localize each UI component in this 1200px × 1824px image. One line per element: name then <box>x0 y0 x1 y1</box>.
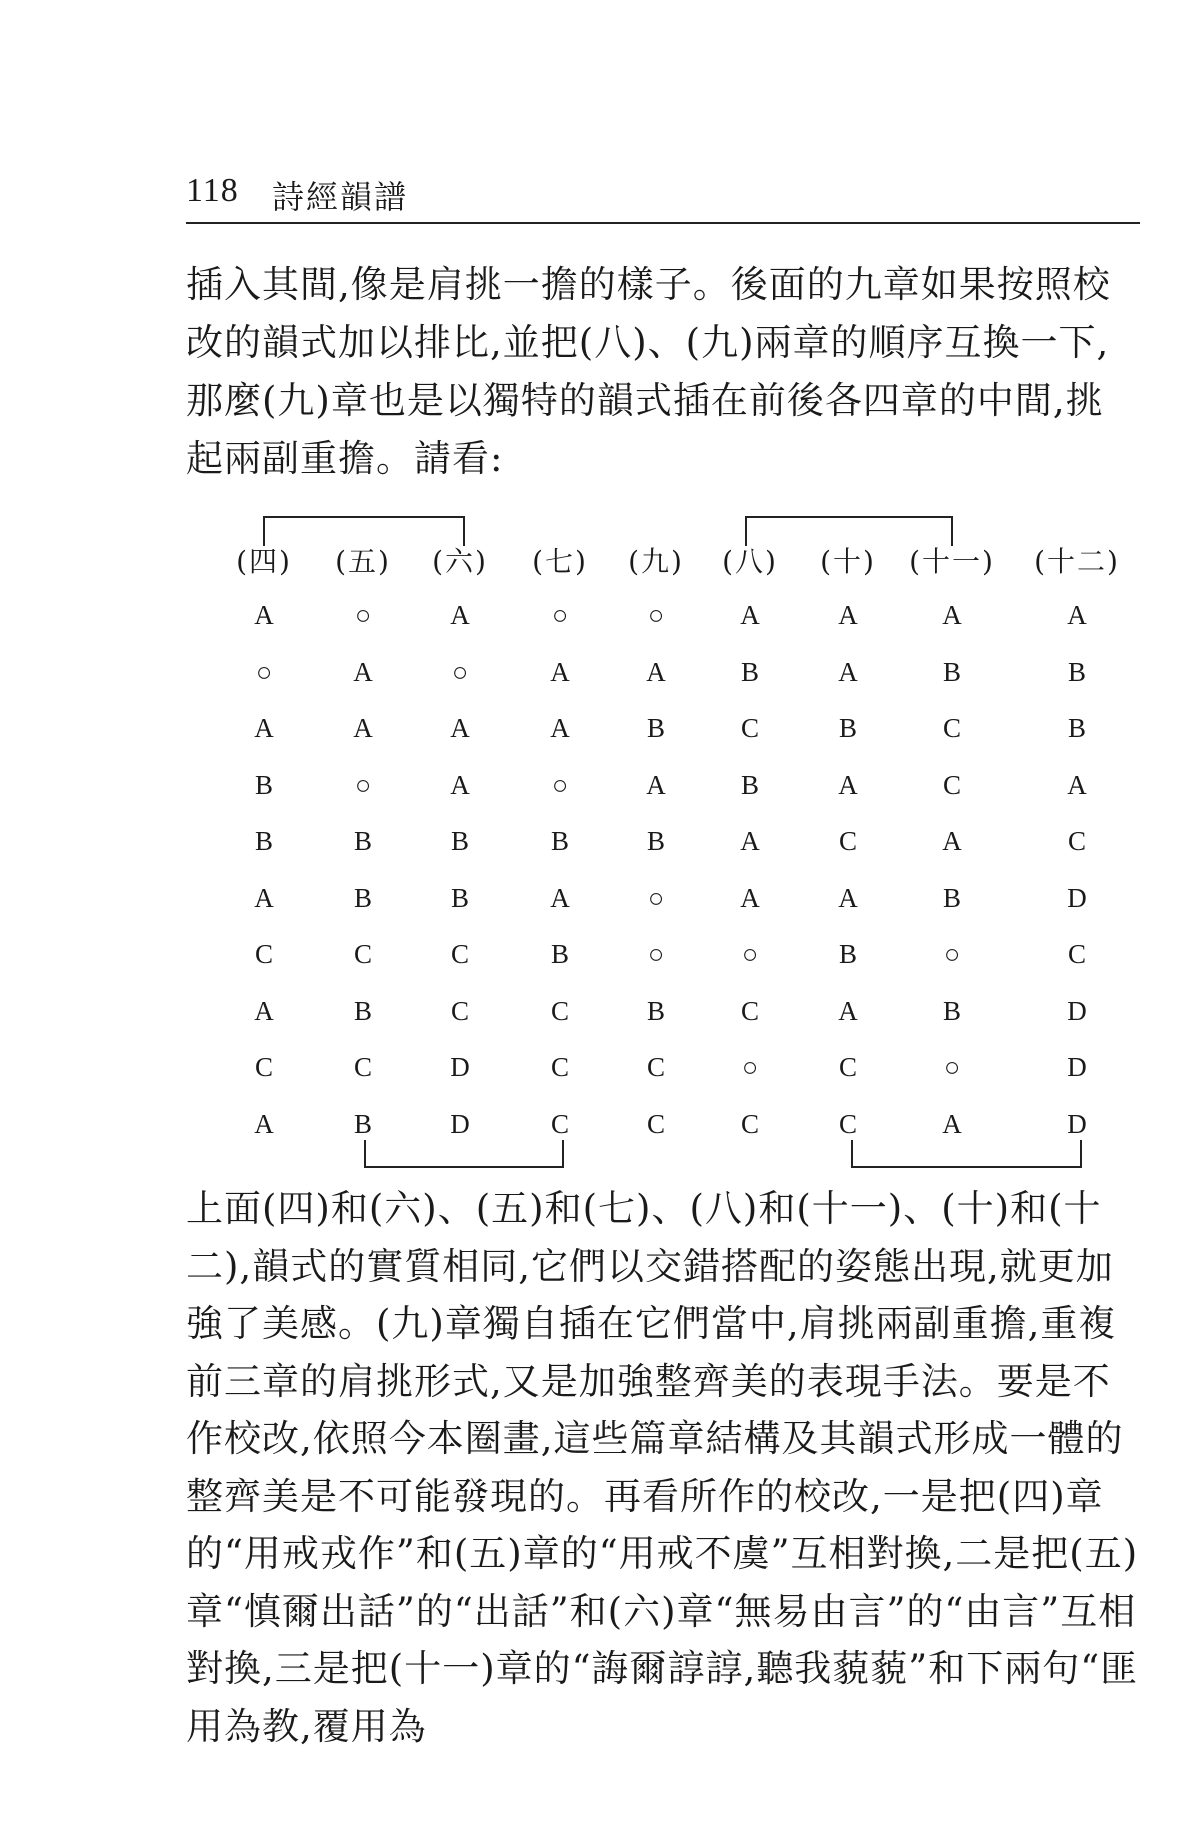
rhyme-cell: B <box>254 826 273 856</box>
rhyme-cell: C <box>550 1108 569 1139</box>
rhyme-cell: B <box>353 1108 372 1139</box>
rhyme-cell: A <box>838 769 858 800</box>
rhyme-cell: A <box>740 882 760 913</box>
rhyme-cell: ○ <box>647 882 665 913</box>
rhyme-cell: A <box>838 995 858 1026</box>
rhyme-cell: A <box>450 600 470 630</box>
rhyme-cell: A <box>1067 600 1087 630</box>
rhyme-cell: ○ <box>551 600 569 630</box>
bracket-bottom-10-12 <box>851 1140 1082 1168</box>
rhyme-cell: A <box>942 600 962 630</box>
rhyme-cell: A <box>740 600 760 630</box>
rhyme-cell: B <box>1067 656 1086 687</box>
rhyme-cell: ○ <box>943 1052 961 1082</box>
column-header: (十) <box>820 545 876 578</box>
rhyme-cell: A <box>838 882 858 913</box>
rhyme-cell: B <box>1067 713 1086 743</box>
rhyme-cell: B <box>646 826 665 856</box>
rhyme-cell: B <box>550 939 569 969</box>
rhyme-cell: A <box>450 769 470 800</box>
rhyme-cell: B <box>838 939 857 969</box>
rhyme-cell: C <box>838 1052 857 1082</box>
page-number: 118 <box>186 172 239 209</box>
rhyme-cell: C <box>1067 939 1086 969</box>
rhyme-cell: ○ <box>451 656 469 687</box>
rhyme-cell: A <box>450 713 470 743</box>
paragraph-analysis: 上面(四)和(六)、(五)和(七)、(八)和(十一)、(十)和(十二),韻式的實質相同,它們以交錯搭配的姿態出現,就更加強了美感。(九)章獨自插在它們當中,肩挑兩副重擔,重複前三章的肩挑形式,又是加強整齊美的表現手法。要是不作校改,依照今本圈畫,這些篇章結構及其韻式形成一體的整齊美是不可能發現的。再看所作的校改,一是把(四)章的“用戒戎作”和(五)章的“用戒不虞”互相對換,二是把(五)章“慎爾出話”的“出話”和(六)章“無易由言”的“由言”互相對換,三是把(十一)章的“誨爾諄諄,聽我藐藐”和下兩句“匪用為教,覆用為 <box>186 1187 1139 1748</box>
column-header: (九) <box>628 545 684 578</box>
rhyme-cell: D <box>450 1108 470 1139</box>
rhyme-cell: ○ <box>354 600 372 630</box>
rhyme-cell: A <box>550 713 570 743</box>
column-header: (四) <box>236 545 292 578</box>
rhyme-cell: ○ <box>647 939 665 969</box>
rhyme-cell: B <box>740 769 759 800</box>
rhyme-cell: B <box>353 995 372 1026</box>
rhyme-cell: C <box>646 1108 665 1139</box>
rhyme-cell: C <box>740 713 759 743</box>
rhyme-cell: B <box>450 826 469 856</box>
rhyme-cell: ○ <box>741 939 759 969</box>
rhyme-cell: A <box>646 769 666 800</box>
column-header: (五) <box>335 545 391 578</box>
bracket-top-4-6 <box>263 516 465 546</box>
rhyme-cell: B <box>450 882 469 913</box>
rhyme-cell: ○ <box>741 1052 759 1082</box>
rhyme-cell: A <box>254 600 274 630</box>
rhyme-cell: B <box>838 713 857 743</box>
rhyme-cell: A <box>942 1108 962 1139</box>
rhyme-cell: A <box>254 882 274 913</box>
rhyme-cell: A <box>254 1108 274 1139</box>
bracket-bottom-5-7 <box>364 1140 564 1168</box>
rhyme-cell: A <box>838 656 858 687</box>
rhyme-cell: B <box>942 882 961 913</box>
book-title: 詩經韻譜 <box>272 178 409 216</box>
rhyme-cell: B <box>942 656 961 687</box>
rhyme-cell: A <box>254 995 274 1026</box>
rhyme-cell: A <box>550 882 570 913</box>
column-header: (六) <box>432 545 488 578</box>
column-header: (十一) <box>909 545 995 578</box>
rhyme-cell: A <box>646 656 666 687</box>
rhyme-cell: A <box>353 656 373 687</box>
rhyme-cell: C <box>838 1108 857 1139</box>
rhyme-cell: ○ <box>255 656 273 687</box>
rhyme-cell: B <box>254 769 273 800</box>
rhyme-cell: C <box>450 995 469 1026</box>
rhyme-cell: D <box>1067 995 1087 1026</box>
rhyme-cell: B <box>740 656 759 687</box>
rhyme-cell: ○ <box>943 939 961 969</box>
rhyme-cell: A <box>550 656 570 687</box>
rhyme-cell: B <box>942 995 961 1026</box>
rhyme-cell: C <box>1067 826 1086 856</box>
rhyme-cell: A <box>1067 769 1087 800</box>
rhyme-cell: C <box>838 826 857 856</box>
header-rule <box>186 222 1140 224</box>
rhyme-cell: C <box>942 713 961 743</box>
rhyme-cell: D <box>1067 1108 1087 1139</box>
page-header <box>186 168 1140 224</box>
rhyme-cell: C <box>353 1052 372 1082</box>
rhyme-cell: A <box>838 600 858 630</box>
rhyme-cell: B <box>353 826 372 856</box>
rhyme-cell: D <box>450 1052 470 1082</box>
rhyme-cell: D <box>1067 1052 1087 1082</box>
rhyme-cell: C <box>254 1052 273 1082</box>
bracket-top-8-11 <box>745 516 953 546</box>
paragraph-intro: 插入其間,像是肩挑一擔的樣子。後面的九章如果按照校改的韻式加以排比,並把(八)、(九)兩章的順序互換一下,那麼(九)章也是以獨特的韻式插在前後各四章的中間,挑起兩副重擔。請看: <box>186 263 1111 480</box>
rhyme-cell: C <box>740 1108 759 1139</box>
column-header: (八) <box>722 545 778 578</box>
rhyme-cell: C <box>450 939 469 969</box>
rhyme-cell: ○ <box>647 600 665 630</box>
rhyme-cell: B <box>550 826 569 856</box>
rhyme-cell: B <box>646 713 665 743</box>
column-header: (七) <box>532 545 588 578</box>
rhyme-cell: C <box>353 939 372 969</box>
rhyme-cell: C <box>646 1052 665 1082</box>
rhyme-cell: A <box>740 826 760 856</box>
rhyme-cell: C <box>942 769 961 800</box>
rhyme-cell: ○ <box>354 769 372 800</box>
rhyme-cell: A <box>942 826 962 856</box>
rhyme-cell: B <box>646 995 665 1026</box>
rhyme-cell: A <box>254 713 274 743</box>
rhyme-cell: ○ <box>551 769 569 800</box>
rhyme-cell: A <box>353 713 373 743</box>
rhyme-cell: B <box>353 882 372 913</box>
rhyme-cell: C <box>550 1052 569 1082</box>
rhyme-cell: C <box>550 995 569 1026</box>
rhyme-cell: D <box>1067 882 1087 913</box>
rhyme-cell: C <box>740 995 759 1026</box>
column-header: (十二) <box>1034 545 1120 578</box>
rhyme-cell: C <box>254 939 273 969</box>
